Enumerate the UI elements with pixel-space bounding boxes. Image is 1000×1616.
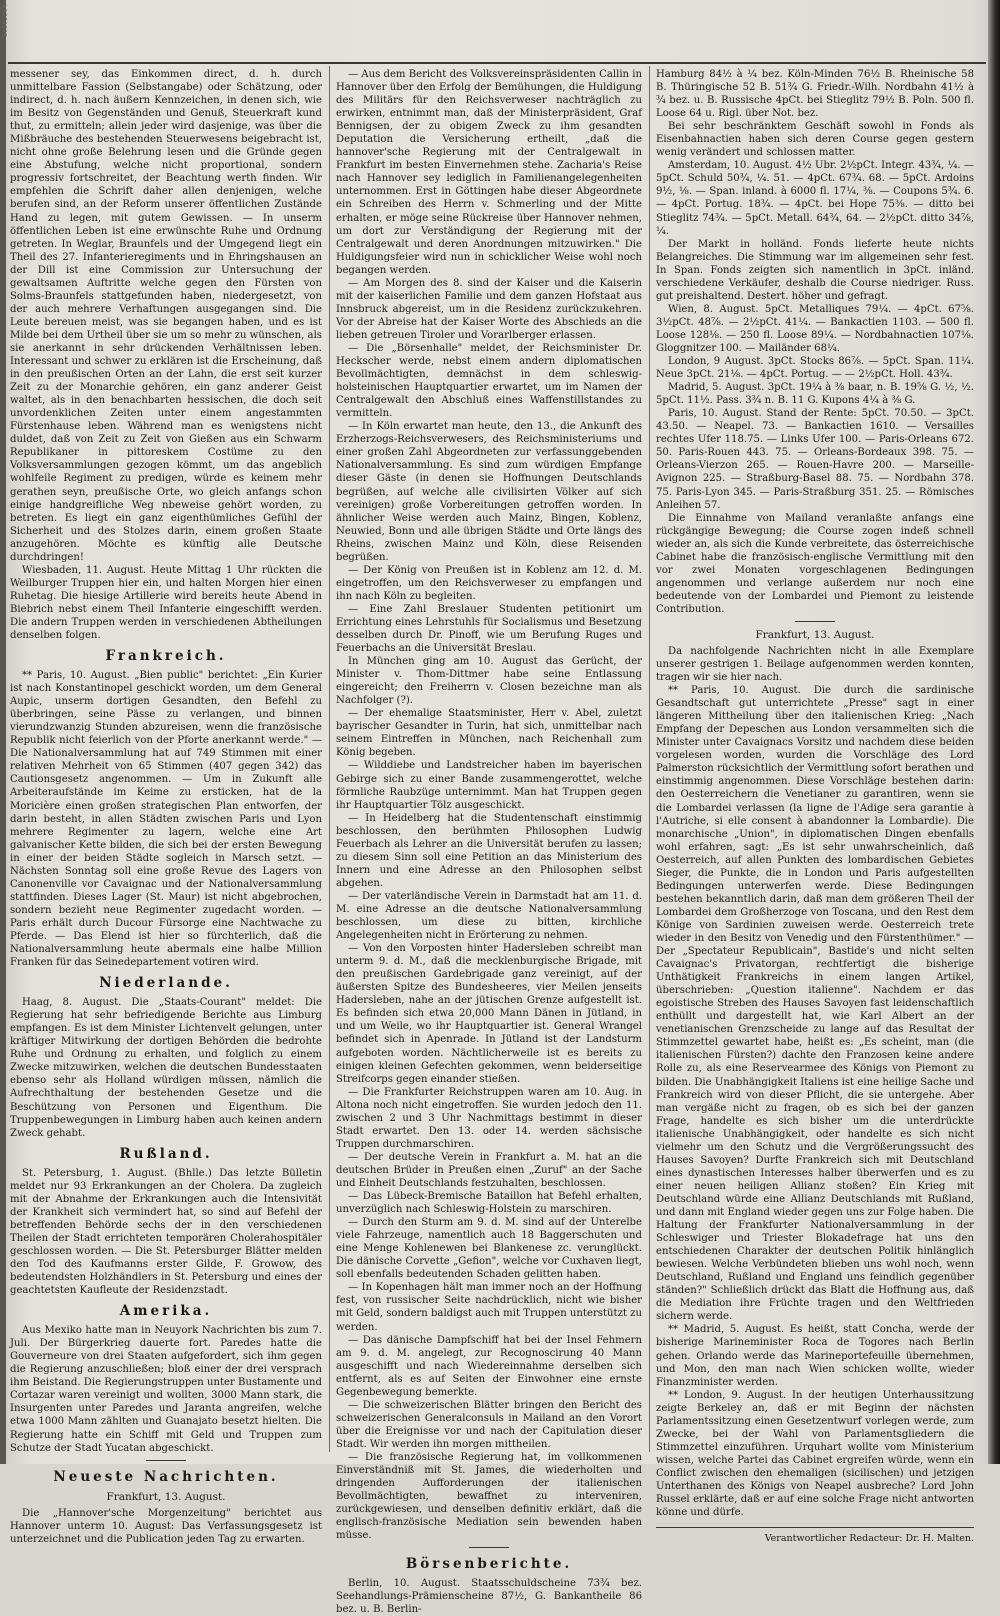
article-paragraph: — In Heidelberg hat die Studentenschaft einstimmig beschlossen, den berühmten Philosophen Ludwig Feuerbach als Lehrer an die Universität berufen zu lassen; zu diesem Sinn soll eine Petition an das Ministerium des Innern und eine Adresse an den Philosophen selbst abgehen. bbox=[336, 812, 642, 889]
article-paragraph: In München ging am 10. August das Gerücht, der Minister v. Thom-Dittmer habe seine Entlassung eingereicht; den Freiherrn v. Closen bezeichne man als Nachfolger (?). bbox=[336, 656, 642, 707]
article-paragraph: Wien, 8. August. 5pCt. Metalliques 79¼. — 4pCt. 67⅝. 3½pCt. 48⅞. — 2½pCt. 41¼. — Bankactien 1103. — 500 fl. Loose 128⅛. — 250 fl. Loose 89¼. — Nordbahnactien 107⅛. Gloggnitzer 100. — Mailänder 68¼. bbox=[656, 303, 974, 354]
article-paragraph: — Von den Vorposten hinter Hadersleben schreibt man unterm 9. d. M., daß die mecklenburgische Brigade, mit den preußischen Gardebrigade ganz vereinigt, auf der äußersten Spitze des Bundesheeres, vier Meilen jenseits Hadersleben, nahe an der jütischen Grenze aufgestellt ist. Es befinden sich etwa 20,000 Mann Dänen in Jütland, in und um Weile, wo ihr Hauptquartier ist. General Wrangel befindet sich in Apenrade. In Jütland ist der Landsturm aufgeboten worden. Nächtlicherweile ist es bereits zu einigen kleinen Gefechten gekommen, wenn beiderseitige Streifcorps gegen einander stießen. bbox=[336, 943, 642, 1085]
article-paragraph: — Der vaterländische Verein in Darmstadt hat am 11. d. M. eine Adresse an die deutsche Nationalversammlung beschlossen, um diese zu bitten, kirchliche Angelegenheiten nicht in Erörterung zu nehmen. bbox=[336, 890, 642, 942]
column-separator bbox=[329, 66, 330, 1452]
article-paragraph: London, 9 August. 3pCt. Stocks 86⅞. — 5pCt. Span. 11¼. Neue 3pCt. 21⅛. — 4pCt. Portug. — — 2½pCt. Holl. 43¾. bbox=[656, 356, 974, 381]
article-paragraph: — Wilddiebe und Landstreicher haben im bayerischen Gebirge sich zu einer Bande zusammengerottet, welche förmliche Raubzüge unternimmt. Man hat Truppen gegen ihr Hauptquartier Tölz ausgeschickt. bbox=[336, 760, 642, 811]
column-left bbox=[10, 68, 322, 1545]
article-paragraph: Aus Mexiko hatte man in Neuyork Nachrichten bis zum 7. Juli. Der Bürgerkrieg dauerte fort. Paredes hatte die Gouverneure von drei Staaten aufgefordert, sich ihm gegen die Regierung anzuschließen; bloß einer der drei versprach ihm Beistand. Die Regierungstruppen unter Bustamente und Cortazar waren vereinigt und wollten, 3000 Mann stark, die Insurgenten unter Paredes und Jaranta angreifen, welche etwa 1000 Mann zählten und Guanajato besetzt hielten. Die Regierung hatte ein Schiff mit Geld und Truppen zum Schutze der Stadt Yucatan abgeschickt. bbox=[10, 1325, 322, 1454]
article-paragraph: — Am Morgen des 8. sind der Kaiser und die Kaiserin mit der kaiserlichen Familie und dem ganzen Hofstaat aus Innsbruck abgereist, um in die Residenz zurückzukehren. Vor der Abreise hat der Kaiser Worte des Abschieds an die lieben getreuen Tiroler und Vorarlberger erlassen. bbox=[336, 277, 642, 341]
article-paragraph: — Die französische Regierung hat, im vollkommenen Einverständniß mit St. James, die wiederholten und dringenden Aufforderungen der italienischen Bevollmächtigten, bewaffnet zu interveniren, zurückgewiesen, und denselben definitiv erklärt, daß die englisch-französische Mediation sein bewenden haben müsse. bbox=[336, 1451, 642, 1542]
article-paragraph: St. Petersburg, 1. August. (Bhlle.) Das letzte Bülletin meldet nur 93 Erkrankungen an der Cholera. Da zugleich mit der Abnahme der Erkrankungen auch die Intensivität der Krankheit sich vermindert hat, so sind auf Befehl der betreffenden Behörde sechs der in den verschiedenen Theilen der Stadt errichteten temporären Cholerahospitäler geschlossen worden. — Die St. Petersburger Blätter melden den Tod des Kaufmanns erster Gilde, F. Growow, des bedeutendsten Holzhändlers in St. Petersburg und eines der geachtetsten Kaufleute der Residenzstadt. bbox=[10, 1167, 322, 1297]
dateline: Frankfurt, 13. August. bbox=[106, 1490, 226, 1503]
article-paragraph: — Die schweizerischen Blätter bringen den Bericht des schweizerischen Generalconsuls in Mailand an den Vorort über die Ereignisse vor und nach der Capitulation dieser Stadt. Wir werden ihn morgen mittheilen. bbox=[336, 1399, 642, 1450]
article-paragraph: ** Madrid, 5. August. Es heißt, statt Concha, werde der bisherige Marineminister Roca de Togores nach Berlin gehen. Orlando werde das Marineportefeuille übernehmen, und Mon, den man nach Wien schicken wollte, wieder Finanzminister werden. bbox=[656, 1324, 974, 1388]
article-paragraph: — Der König von Preußen ist in Koblenz am 12. d. M. eingetroffen, um den Reichsverweser zu empfangen und ihn nach Köln zu begleiten. bbox=[336, 564, 642, 602]
article-paragraph: — Der ehemalige Staatsminister, Herr v. Abel, zuletzt bayrischer Gesandter in Turin, hat sich, unmittelbar nach seinem Eintreffen in München, nach Reichenhall zum König begeben. bbox=[336, 708, 642, 759]
article-paragraph: — Die Frankfurter Reichstruppen waren am 10. Aug. in Altona noch nicht eingetroffen. Sie wurden jedoch den 11. zwischen 2 und 3 Uhr Nachmittags bestimmt in dieser Stadt erwartet. Den 13. oder 14. werden sächsische Truppen durchmarschiren. bbox=[336, 1086, 642, 1150]
article-paragraph: ** Paris, 10. August. „Bien public" berichtet: „Ein Kurier ist nach Konstantinopel geschickt worden, um dem General Aupic, unserm dortigen Gesandten, den Befehl zu überbringen, seine Pässe zu verlangen, und binnen vierundzwanzig Stunden abzureisen, wenn die französische Republik nicht feierlich von der Pforte anerkannt werde." — Die Nationalversammlung hat auf 749 Stimmen mit einer relativen Mehrheit von 65 Stimmen (407 gegen 342) das Cautionsgesetz angenommen. — Um in Zukunft alle Arbeiteraufstände im Keime zu ersticken, hat de la Moricière einen großen strategischen Plan entworfen, der darin besteht, in allen Städten zwischen Paris und Lyon mehrere Regimenter zu lagern, welche eine Art galvanischer Kette bilden, die sich bei der ersten Bewegung in einer der beiden Städte sogleich in Marsch setzt. — Nächsten Sonntag soll eine große Revue des Lagers von Canonenville vor Cavaignac und der Nationalversammlung stattfinden. Dieses Lager (St. Maur) ist nicht abgebrochen, sondern bezieht neue Regimenter zugedacht worden. — Paris erhält durch Ducour Fürsorge eine Nachtwache zu Pferde. — Das Elend ist hier so fürchterlich, daß die Nationalversammlung heute abermals eine halbe Million Franken für das Seinedepartement votiren wird. bbox=[10, 670, 322, 969]
article-paragraph: Madrid, 5. August. 3pCt. 19¼ à ⅜ baar, n. B. 19⅝ G. ½, ½. 5pCt. 11½. Pass. 3¾ n. B. 11 G. Kupons 4¼ à ⅜ G. bbox=[656, 382, 974, 407]
section-heading-stock-reports: Börsenberichte. bbox=[405, 1556, 573, 1573]
article-paragraph: — In Köln erwartet man heute, den 13., die Ankunft des Erzherzogs-Reichsverwesers, des Reichsministeriums und einer großen Zahl Abgeordneten zur verfassunggebenden Nationalversammlung. Es sind zum würdigen Empfange dieser Gäste (in denen sie Hoffnungen Deutschlands begrüßen, auf welche alle civilisirten Völker auf sich vereinigen) große Vorbereitungen getroffen worden. In ähnlicher Weise werden auch Mainz, Bingen, Koblenz, Neuwied, Bonn und alle übrigen Städte und Orte längs des Rheins, zwischen Mainz und Köln, diese Reisenden begrüßen. bbox=[336, 421, 642, 563]
article-paragraph: Der Markt in holländ. Fonds lieferte heute nichts Belangreiches. Die Stimmung war im allgemeinen sehr fest. In Span. Fonds zeigten sich namentlich in 3pCt. inländ. verschiedene Verkäufer, deshalb die Course niedriger. Russ. gut preishaltend. Destert. höher und gefragt. bbox=[656, 238, 974, 302]
column-separator bbox=[649, 66, 650, 1452]
article-paragraph: Hamburg 84½ à ¼ bez. Köln-Minden 76½ B. Rheinische 58 B. Thüringische 52 B. 51¾ G. Friedr.-Wilh. Nordbahn 41½ à ¾ bez. u. B. Russische 4pCt. bei Stieglitz 79½ B. Poln. 500 fl. Loose 64 u. Rigl. über Not. bez. bbox=[656, 69, 974, 120]
article-paragraph: Wiesbaden, 11. August. Heute Mittag 1 Uhr rückten die Weilburger Truppen hier ein, und halten Morgen hier einen Ruhetag. Die hiesige Artillerie wird bereits heute Abend in Biebrich nebst einem Theil Infanterie eingeschifft werden. Die andern Truppen werden in verschiedenen Abtheilungen denselben folgen. bbox=[10, 564, 322, 642]
section-heading-netherlands: Niederlande. bbox=[99, 975, 233, 992]
section-heading-america: Amerika. bbox=[119, 1303, 213, 1320]
top-rule bbox=[8, 62, 986, 64]
section-heading-latest-news: Neueste Nachrichten. bbox=[53, 1468, 279, 1485]
archive-stamp: 10502264 bbox=[2, 4, 9, 37]
editor-signature: Verantwortlicher Redacteur: Dr. H. Malten. bbox=[656, 1527, 974, 1545]
section-heading-france: Frankreich. bbox=[105, 648, 227, 665]
article-paragraph: Da nachfolgende Nachrichten nicht in alle Exemplare unserer gestrigen 1. Beilage aufgenommen werden konnten, tragen wir sie hier nach. bbox=[656, 645, 974, 684]
scan-left-edge bbox=[0, 0, 6, 1464]
article-paragraph: Bei sehr beschränktem Geschäft sowohl in Fonds als Eisenbahnactien haben sich deren Course gegen gestern wenig verändert und schlossen matter. bbox=[656, 121, 974, 159]
article-paragraph: Die Einnahme von Mailand veranlaßte anfangs eine rückgängige Bewegung; die Course zogen indeß schnell wieder an, als sich die Kunde verbreitete, das österreichische Cabinet habe die französisch-englische Vermittlung mit den vor zwei Monaten vorgeschlagenen Bedingungen angenommen und verlange außerdem nur noch eine bedeutende von der Lombardei und Piemont zu leistende Contribution. bbox=[656, 512, 974, 615]
section-heading-russia: Rußland. bbox=[119, 1145, 213, 1162]
article-paragraph: — Aus dem Bericht des Volksvereinspräsidenten Callin in Hannover über den Erfolg der Bemühungen, die Huldigung des Militärs für den Reichsverweser nachträglich zu erwirken, entnimmt man, daß der Ministerpräsident, Graf Bennigsen, der zu obigem Zweck zu ihm gesandten Deputation die Versicherung ertheilt, „daß die hannover'sche Regierung mit der Centralgewalt in Frankfurt im besten Einvernehmen stehe. Zacharia's Reise nach Hannover sey lediglich in Familienangelegenheiten unternommen. Erst in Göttingen habe dieser Abgeordnete ein Schreiben des Herrn v. Schmerling und der Mitte erhalten, er möge seine Rückreise über Hannover nehmen, um dort zur Verständigung der Regierung mit der Centralgewalt und deren Anordnungen mitzuwirken." Die Huldigungsfeier wird nun in schicklicher Weise wohl noch begangen werden. bbox=[336, 69, 642, 276]
article-paragraph: Amsterdam, 10. August. 4½ Ubr. 2½pCt. Integr. 43¾, ¼. — 5pCt. Schuld 50¾, ¼. 51. — 4pCt. 67¾. 68. — 5pCt. Ardoins 9½, ⅛. — Span. inland. à 6000 fl. 17¼, ⅜. — Coupons 5¾. 6. — 4pCt. Portug. 18¾. — 4pCt. bei Hope 75⅜. — ditto bei Stieglitz 74¾. — 5pCt. Metall. 64¾, 64. — 2½pCt. ditto 34⅞, ¼. bbox=[656, 160, 974, 237]
dateline: Frankfurt, 13. August. bbox=[755, 628, 875, 641]
article-paragraph: messener sey, das Einkommen direct, d. h. durch unmittelbare Fassion (Selbstangabe) oder Schätzung, oder indirect, d. h. nach äußern Kennzeichen, in denen sich, wie im Besitz von Gegenständen und Genuß, Steuerkraft kund thut, zu ermitteln; allein jeder wird dasjenige, was über die Mißbräuche des bestehenden Steuerwesens beigebracht ist, nicht ohne große Belehrung lesen und die Gründe gegen eine Abstufung, welche nicht proportional, sondern progressiv fortschreitet, der Beachtung werth finden. Wir empfehlen die Schrift daher allen denjenigen, welche berufen sind, an der Reform unserer öffentlichen Zustände Hand zu legen, mit gutem Gewissen. — In unserm öffentlichen Leben ist eine erwünschte Ruhe und Ordnung getreten. In Weglar, Braunfels und der Umgegend liegt ein Theil des 27. Infanterieregiments und in Ehringshausen an der Dill ist eine Commission zur Untersuchung der gewaltsamen Auftritte welche gegen den Fürsten von Solms-Braunfels stattgefunden haben, niedergesetzt, von der auch mehrere Verhaftungen ausgegangen sind. Die Leute bereuen meist, was sie begangen haben, und es ist Milde bei dem Urtheil über sie um so mehr zu wünschen, als sie anerkannt in sehr drückenden Verhältnissen leben. Interessant und schwer zu erklären ist die Erscheinung, daß in den preußischen Orten an der Lahn, die erst seit kurzer Zeit zu der Monarchie gehören, ein ganz anderer Geist waltet, als in den benachbarten hessischen, die doch seit unvordenklichen Zeiten unter einem angestammten Fürstenhause leben. Während man es wenigstens nicht duldet, daß von Zeit zu Zeit von Gießen aus ein Schwarm Republikaner in pittoreskem Costüme zu den Volksversammlungen gezogen kömmt, um das angeblich wohlfeile Regiment zu predigen, würde es keinem mehr gerathen seyn, preußische Orte, wo gleich anfangs schon einige handgreifliche Weg nbeweise gehört worden, zu betreten. Es liegt ein ganz eigenthümliches Gefühl der Sicherheit und des Stolzes darin, einem großen Staate anzugehören. Möchte es künftig alle Deutsche durchdringen! bbox=[10, 69, 322, 563]
divider bbox=[146, 1460, 186, 1461]
article-paragraph: — In Kopenhagen hält man immer noch an der Hoffnung fest, von russischer Seite nachdrücklich, nicht wie bisher mit Geld, sondern baldigst auch mit Truppen unterstützt zu werden. bbox=[336, 1282, 642, 1333]
article-paragraph: Paris, 10. August. Stand der Rente: 5pCt. 70.50. — 3pCt. 43.50. — Neapel. 73. — Bankactien 1610. — Versailles rechtes Ufer 118.75. — Links Ufer 100. — Paris-Orleans 672. 50. Paris-Rouen 443. 75. — Orleans-Bordeaux 398. 75. — Orleans-Vierzon 265. — Rouen-Havre 200. — Marseille-Avignon 225. — Straßburg-Basel 88. 75. — Nordbahn 378. 75. Paris-Lyon 345. — Paris-Straßburg 351. 25. — Römisches Anleihen 57. bbox=[656, 408, 974, 511]
column-right bbox=[656, 68, 974, 1545]
article-paragraph: — Durch den Sturm am 9. d. M. sind auf der Unterelbe viele Fahrzeuge, namentlich auch 18 Baggerschuten und eine Menge Kohlenewen bei Blankenese zc. verunglückt. Die dänische Corvette „Gefion", welche vor Cuxhaven liegt, soll ebenfalls bedeutenden Schaden gelitten haben. bbox=[336, 1217, 642, 1281]
article-paragraph: ** London, 9. August. In der heutigen Unterhaussitzung zeigte Berkeley an, daß er mit Beginn der nächsten Parlamentssitzung einen Gesetzentwurf vorlegen werde, zum Zwecke, bei der Wahl von Parlamentsgliedern die Stimmzettel einzuführen. Urquhart wollte vom Ministerium wissen, welche Partei das Cabinet ergreifen würde, wenn ein Conflict zwischen den ehemaligen (sicilischen) und jetzigen Unterthanen des Königs von Neapel ausbreche? Lord John Russel erklärte, daß er auf eine solche Frage nicht antworten könne und dürfe. bbox=[656, 1389, 974, 1519]
divider bbox=[469, 1547, 509, 1548]
divider bbox=[795, 621, 835, 622]
article-paragraph: — Die „Börsenhalle" meldet, der Reichsminister Dr. Heckscher werde, nebst einem andern diplomatischen Bevollmächtigten, demnächst in dem schleswig-holsteinischen Hauptquartier erwartet, um im Namen der Centralgewalt den Abschluß eines Waffenstillstandes zu vermitteln. bbox=[336, 342, 642, 420]
article-paragraph: ** Paris, 10. August. Die durch die sardinische Gesandtschaft gut unterrichtete „Presse" sagt in einer längeren Mittheilung über den italienischen Krieg: „Nach Empfang der Depeschen aus London versammelten sich die Minister unter Cavaignacs Vorsitz und nachdem diese beiden vorgelesen worden, wurden die Vorschläge des Lord Palmerston rücksichtlich der Vermittlung sofort berathen und einstimmig angenommen. Diese Vorschläge bestehen darin: den Oesterreichern die Venetianer zu garantiren, wenn sie die Lombardei verlassen (la ligne de l'Adige sera garantie à l'Autriche, si elle consent à abandonner la Lombardie). Die monarchische „Union", in diplomatischen Dingen ebenfalls wohl erfahren, sagt: „Es ist sehr unwahrscheinlich, daß Oesterreich, auf allen Punkten des lombardischen Gebietes Sieger, die Punkte, die in London und Paris aufgestellten Bedingungen unterwerfen werde. Diese Bedingungen bestehen bekanntlich darin, daß man dem größeren Theil der Lombardei dem Großherzoge von Toscana, und den Rest dem Könige von Sardinien zuweisen werde. Oesterreich trete wieder in den Besitz von Venedig und den Fürstenthümer." — Der „Spectateur Republicain", Bastide's und nicht selten Cavaignac's Privatorgan, rechtfertigt die bisherige Unthätigkeit Frankreichs in einem langen Artikel, überschrieben: „Question italienne". Nachdem er das egoistische Streben des Hauses Savoyen fast leidenschaftlich enthüllt und dargestellt hat, wie Karl Albert an der venetianischen Grenzscheide zu lange auf das Resultat der Stimmzettel gewartet habe, heißt es: „Es scheint, man (die italienischen Fürsten?) dachte den Franzosen keine andere Rolle zu, als eine Reservearmee des Königs von Piemont zu bilden. Die Unabhängigkeit Italiens ist eine heilige Sache und Frankreich wird von dieser Pflicht, die sie untergehe. Aber man vergäße nicht zu fragen, ob es sich bei der ganzen Frage, handelte es sich bisher um die unterdrückte italienische Unabhängigkeit, oder handelte es sich nicht vielmehr um den Schutz und die Vergrößerungssucht des Hauses Savoyen? Durfte Frankreich sich mit Deutschland eines dynastischen Interesses halber überwerfen und es zu einer neuen heiligen Allianz stoßen? Ein Krieg mit Deutschland würde eine Allianz Deutschlands mit Rußland, und dann mit England wieder gegen uns zur Folge haben. Die Haltung der Frankfurter Nationalversammlung in der Schleswiger und Triester Blokadefrage hat uns den entschiedenen Charakter der deutschen Politik hinlänglich bewiesen. Welche Verbündeten blieben uns wohl noch, wenn Deutschland, Rußland und England uns feindlich gegenüber ständen?" Schließlich drückt das Blatt die Hoffnung aus, daß die Mediation ihre Früchte tragen und den Weltfrieden sichern werde. bbox=[656, 685, 974, 1323]
article-paragraph: — Das Lübeck-Bremische Bataillon hat Befehl erhalten, unverzüglich nach Schleswig-Holstein zu marschiren. bbox=[336, 1191, 642, 1216]
article-paragraph: — Eine Zahl Breslauer Studenten petitionirt um Errichtung eines Lehrstuhls für Socialismus und Besetzung desselben durch Dr. Pinoff, wie um Berufung Ruges und Feuerbachs an die Universität Breslau. bbox=[336, 603, 642, 655]
article-paragraph: — Der deutsche Verein in Frankfurt a. M. hat an die deutschen Brüder in Preußen einen „Zuruf" an der Sache und Einheit Deutschlands festzuhalten, beschlossen. bbox=[336, 1151, 642, 1189]
article-paragraph: — Das dänische Dampfschiff hat bei der Insel Fehmern am 9. d. M. angelegt, zur Recognoscirung 40 Mann ausgeschifft und nach Wiedereinnahme derselben sich entfernt, als es auf Seiten der Einwohner eine ernste Gegenbewegung bemerkte. bbox=[336, 1334, 642, 1398]
scan-right-edge bbox=[988, 0, 1000, 1464]
article-paragraph: Die „Hannover'sche Morgenzeitung" berichtet aus Hannover unterm 10. August: Das Verfassungsgesetz ist unterzeichnet und die Publication jeden Tag zu erwarten. bbox=[10, 1507, 322, 1545]
column-middle bbox=[336, 68, 642, 1616]
article-paragraph: Haag, 8. August. Die „Staats-Courant" meldet: Die Regierung hat sehr befriedigende Berichte aus Limburg empfangen. Es ist dem Minister Lichtenvelt gelungen, unter kräftiger Mitwirkung der dortigen Behörden die bedrohte Ruhe und Ordnung zu erhalten, und folglich zu einem Zwecke mitzuwirken, welchen die deutschen Bundesstaaten ebenso sehr als Holland würdigen müssen, nämlich die Aufrechthaltung der bestehenden Gesetze und die Beschützung von Personen und Eigenthum. Die Truppenbewegungen in Limburg haben auch keinen andern Zweck gehabt. bbox=[10, 997, 322, 1139]
article-paragraph: Berlin, 10. August. Staatsschuldscheine 73¾ bez. Seehandlungs-Prämienscheine 87½, G. Bankantheile 86 bez. u. B. Berlin- bbox=[336, 1578, 642, 1616]
